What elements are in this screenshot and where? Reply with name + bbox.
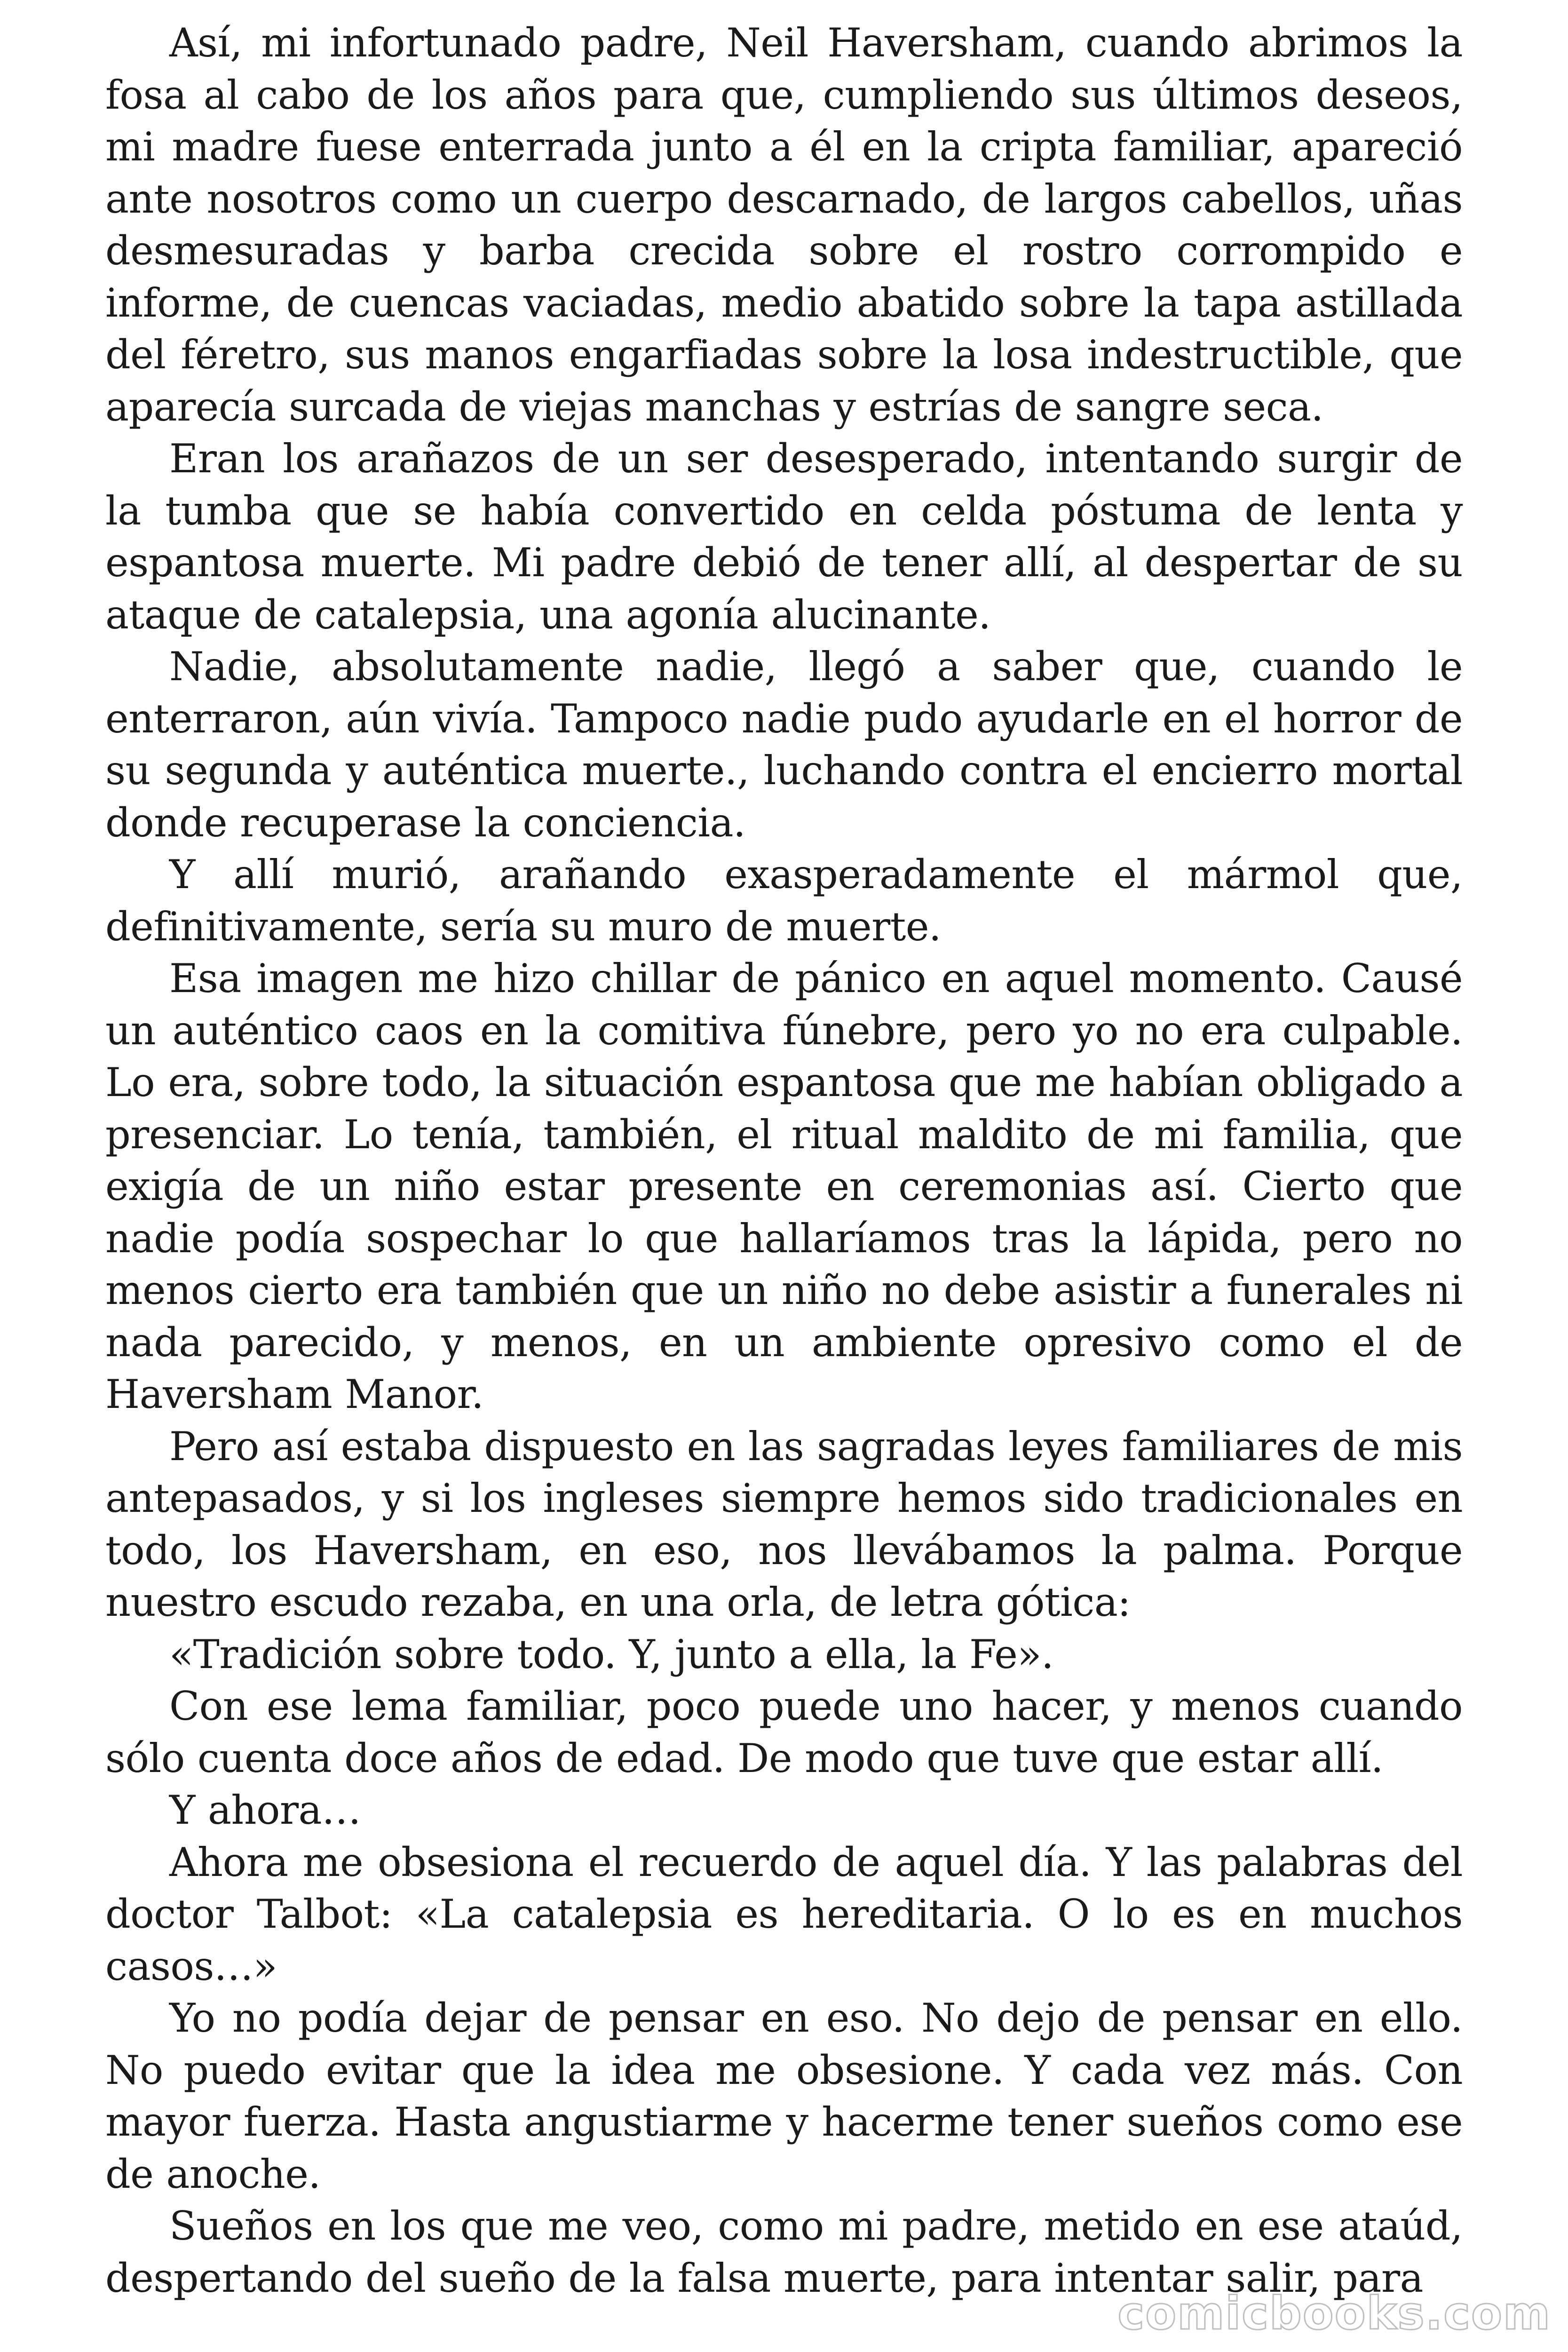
paragraph-12: Sueños en los que me veo, como mi padre, metido en ese ataúd, despertando del sueño de la falsa muerte, para intentar salir, para	[105, 2203, 1463, 2301]
paragraph-7-motto: «Tradición sobre todo. Y, junto a ella, la Fe».	[169, 1631, 1054, 1677]
paragraph-5: Esa imagen me hizo chillar de pánico en aquel momento. Causé un auténtico caos en la comitiva fúnebre, pero yo no era culpable. Lo era, sobre todo, la situación espantosa que me habían obligado a presenciar. Lo tenía, también, el ritual maldito de mi familia, que exigía de un niño estar presente en ceremonias así. Cierto que nadie podía sospechar lo que hallaríamos tras la lápida, pero no menos cierto era también que un niño no debe asistir a funerales ni nada parecido, y menos, en un ambiente opresivo como el de Haversham Manor.	[105, 955, 1463, 1417]
paragraph-4: Y allí murió, arañando exasperadamente el mármol que, definitivamente, sería su muro de muerte.	[105, 851, 1463, 950]
paragraph-11: Yo no podía dejar de pensar en eso. No dejo de pensar en ello. No puedo evitar que la idea me obsesione. Y cada vez más. Con mayor fuerza. Hasta angustiarme y hacerme tener sueños como ese de anoche.	[105, 1995, 1463, 2197]
paragraph-8: Con ese lema familiar, poco puede uno hacer, y menos cuando sólo cuenta doce años de edad. De modo que tuve que estar allí.	[105, 1683, 1463, 1781]
paragraph-1: Así, mi infortunado padre, Neil Haversham, cuando abrimos la fosa al cabo de los años para que, cumpliendo sus últimos deseos, mi madre fuese enterrada junto a él en la cripta familiar, apareció ante nosotros como un cuerpo descarnado, de largos cabellos, uñas desmesuradas y barba crecida sobre el rostro corrompido e informe, de cuencas vaciadas, medio abatido sobre la tapa astillada del féretro, sus manos engarfiadas sobre la losa indestructible, que aparecía surcada de viejas manchas y estrías de sangre seca.	[105, 20, 1463, 430]
body-text	[105, 17, 1463, 2304]
paragraph-9: Y ahora…	[169, 1787, 361, 1833]
watermark: comicbooks.com	[1117, 2287, 1551, 2340]
paragraph-6: Pero así estaba dispuesto en las sagradas leyes familiares de mis antepasados, y si los ingleses siempre hemos sido tradicionales en todo, los Haversham, en eso, nos llevábamos la palma. Porque nuestro escudo rezaba, en una orla, de letra gótica:	[105, 1423, 1463, 1625]
paragraph-2: Eran los arañazos de un ser desesperado, intentando surgir de la tumba que se había convertido en celda póstuma de lenta y espantosa muerte. Mi padre debió de tener allí, al despertar de su ataque de catalepsia, una agonía alucinante.	[105, 436, 1463, 638]
paragraph-3: Nadie, absolutamente nadie, llegó a saber que, cuando le enterraron, aún vivía. Tampoco nadie pudo ayudarle en el horror de su segunda y auténtica muerte., luchando contra el encierro mortal donde recuperase la conciencia.	[105, 644, 1463, 846]
paragraph-10: Ahora me obsesiona el recuerdo de aquel día. Y las palabras del doctor Talbot: «La catalepsia es hereditaria. O lo es en muchos casos…»	[105, 1839, 1463, 1989]
